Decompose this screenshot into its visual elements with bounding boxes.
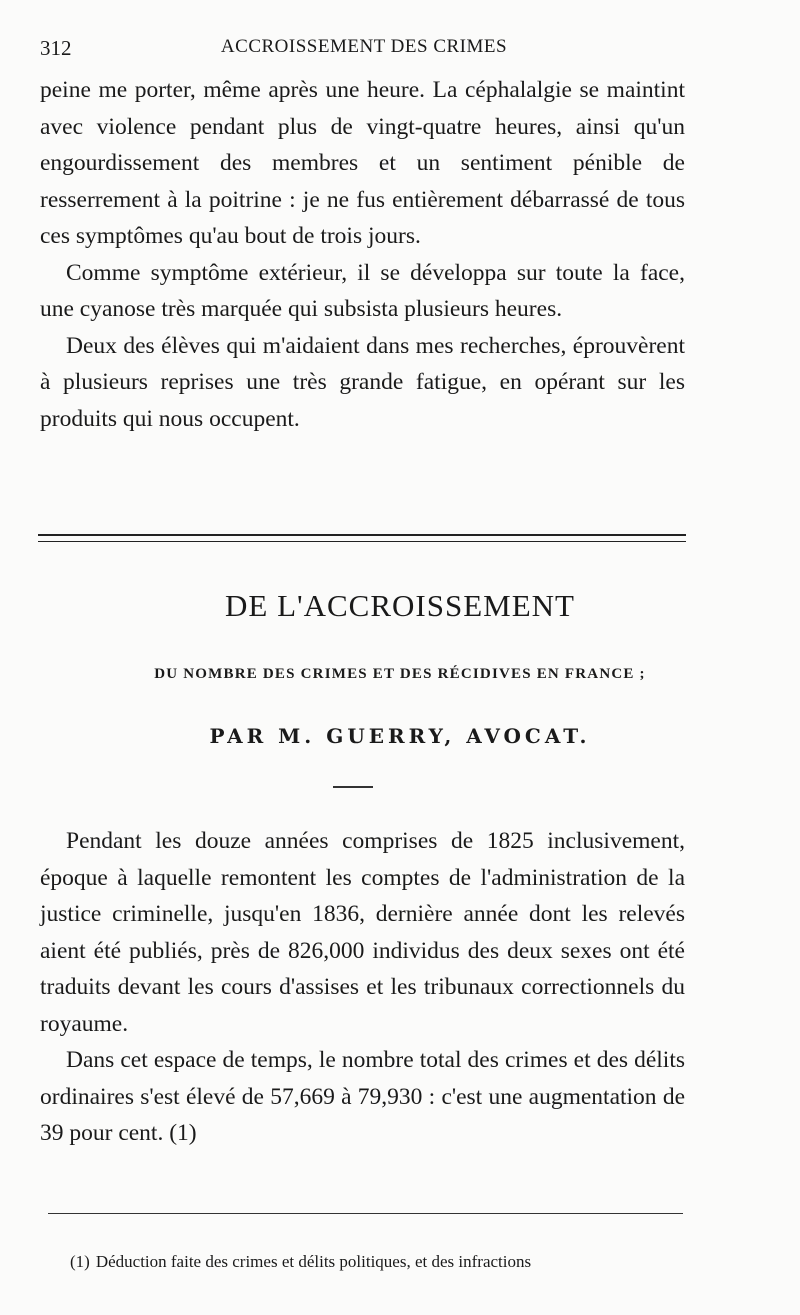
short-divider xyxy=(333,786,373,788)
paragraph-period: Pendant les douze années comprises de 1825 inclusivement, époque à laquelle remontent les comptes de l'administration de la justice criminelle, jusqu'en 1836, dernière année dont les relevés aient été publiés, près de 826,000 individus des deux sexes ont été traduits devant les cours d'assises et les tribunaux correctionnels du royaume. xyxy=(40,828,685,1037)
article-text-block xyxy=(40,823,685,1152)
section-title: DE L'ACCROISSEMENT xyxy=(225,588,575,623)
paragraph-increase: Dans cet espace de temps, le nombre total des crimes et des délits ordinaires s'est élevé de 57,669 à 79,930 : c'est une augmentation de 39 pour cent. (1) xyxy=(40,1047,685,1146)
section-subtitle: DU NOMBRE DES CRIMES ET DES RÉCIDIVES EN FRANCE ; xyxy=(154,666,646,682)
page-header xyxy=(38,34,690,64)
paragraph-students: Deux des élèves qui m'aidaient dans mes recherches, éprouvèrent à plusieurs reprises une très grande fatigue, en opérant sur les produits qui nous occupent. xyxy=(40,332,685,432)
author-line: PAR M. GUERRY, AVOCAT. xyxy=(209,724,591,748)
footnote xyxy=(70,1250,695,1274)
section-divider xyxy=(38,534,686,542)
running-head: ACCROISSEMENT DES CRIMES xyxy=(220,36,508,57)
footnote-divider xyxy=(48,1213,683,1214)
top-text-block xyxy=(40,72,685,437)
paragraph-continuation: peine me porter, même après une heure. La céphalalgie se maintint avec violence pendant plus de vingt-quatre heures, ainsi qu'un engourdissement des membres et un sentiment pénible de resserrement à la poitrine : je ne fus entièrement débarrassé de tous ces symptômes qu'au bout de trois jours. xyxy=(40,77,685,249)
page-number: 312 xyxy=(40,36,72,60)
footnote-text: Déduction faite des crimes et délits politiques, et des infractions xyxy=(95,1252,532,1271)
footnote-mark: (1) xyxy=(70,1252,90,1271)
paragraph-cyanose: Comme symptôme extérieur, il se développa sur toute la face, une cyanose très marquée qui subsista plusieurs heures. xyxy=(40,259,685,322)
